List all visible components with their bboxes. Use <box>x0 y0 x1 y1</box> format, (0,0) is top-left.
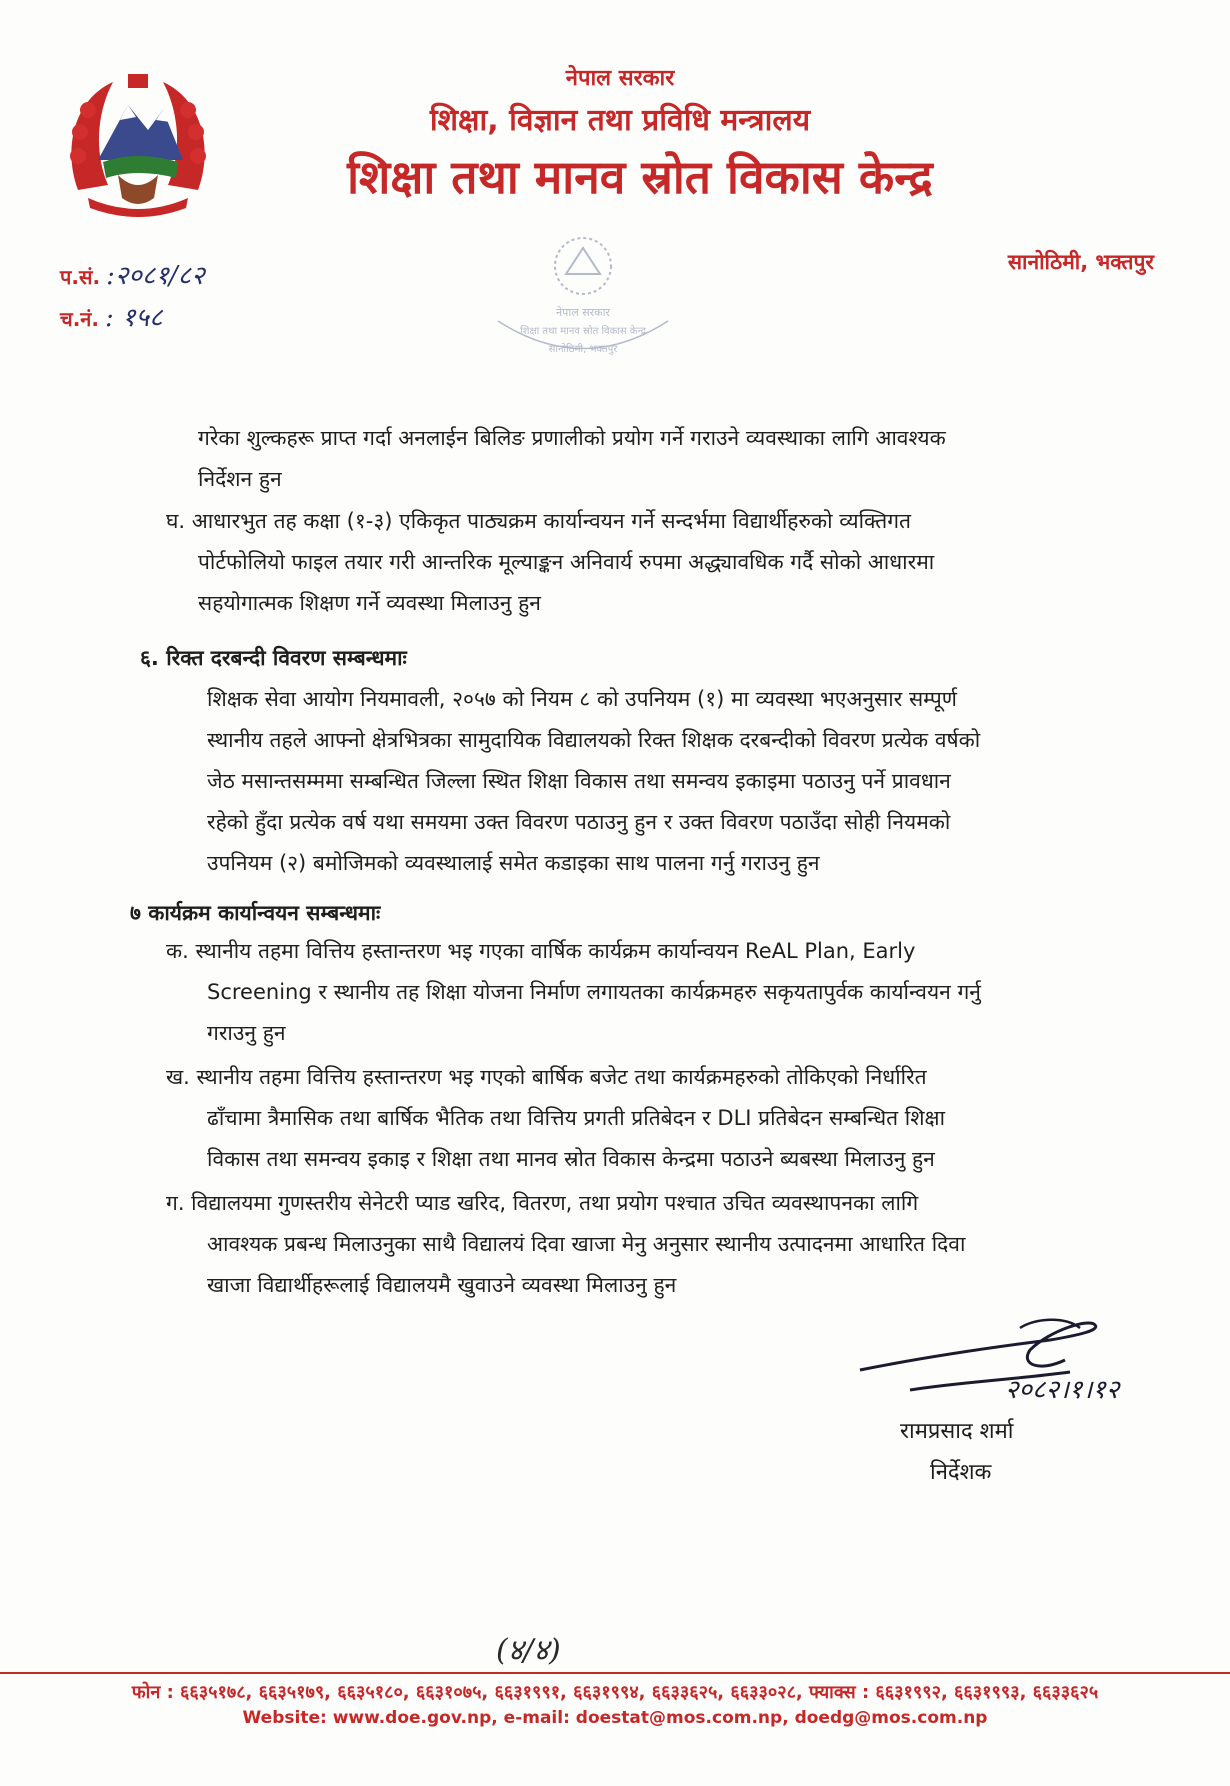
svg-text:शिक्षा तथा मानव स्रोत विकास के: शिक्षा तथा मानव स्रोत विकास केन्द्र <box>520 326 646 337</box>
dispatch-number <box>60 298 163 334</box>
item-ga-line: खाजा विद्यार्थीहरूलाई विद्यालयमै खुवाउने व्यवस्था मिलाउनु हुन <box>207 1273 677 1297</box>
svg-text:नेपाल सरकार: नेपाल सरकार <box>556 306 610 319</box>
item-kha-line: ख. स्थानीय तहमा वित्तिय हस्तान्तरण भइ गएको बार्षिक बजेट तथा कार्यक्रमहरुको तोकिएको निर्धारित <box>166 1065 927 1089</box>
footer-web-email: Website: www.doe.gov.np, e-mail: doestat@mos.com.np, doedg@mos.com.np <box>242 1708 988 1728</box>
office-stamp <box>478 226 688 386</box>
section-6-line: स्थानीय तहले आफ्नो क्षेत्रभित्रका सामुदायिक विद्यालयको रिक्त शिक्षक दरबन्दीको विवरण प्रत्येक वर्षको <box>207 728 981 752</box>
page-number: (४/४) <box>496 1633 561 1668</box>
signatory-name: रामप्रसाद शर्मा <box>900 1419 1014 1444</box>
reference-number <box>60 256 205 292</box>
body-line: गरेका शुल्कहरू प्राप्त गर्दा अनलाईन बिलिङ प्रणालीको प्रयोग गर्ने गराउने व्यवस्थाका लागि आवश्यक <box>198 426 946 450</box>
item-kha-line: ढाँचामा त्रैमासिक तथा बार्षिक भैतिक तथा वित्तिय प्रगती प्रतिबेदन र DLI प्रतिबेदन सम्बन्धित शिक्षा <box>207 1106 946 1130</box>
centre-name: शिक्षा तथा मानव स्रोत विकास केन्द्र <box>347 150 933 204</box>
signature-date: २०८२।१।१२ <box>1005 1375 1120 1405</box>
item-ka-line: क. स्थानीय तहमा वित्तिय हस्तान्तरण भइ गएका वार्षिक कार्यक्रम कार्यान्वयन ReAL Plan, Early <box>166 939 916 963</box>
footer-phone-fax: फोन : ६६३५१७८, ६६३५१७९, ६६३५१८०, ६६३१०७५, ६६३१९९१, ६६३१९९४, ६६३३६२५, ६६३३०२८, फ्याक्स : ६६३१९९२, ६६३१९९३, ६६३३६२५ <box>131 1682 1099 1703</box>
item-ka-line: Screening र स्थानीय तह शिक्षा योजना निर्माण लगायतका कार्यक्रमहरु सकृयतापुर्वक कार्यान्वयन गर्नु <box>207 980 981 1004</box>
item-kha-line: विकास तथा समन्वय इकाइ र शिक्षा तथा मानव स्रोत विकास केन्द्रमा पठाउने ब्यबस्था मिलाउनु हुन <box>207 1147 935 1171</box>
government-emblem-icon <box>58 70 218 220</box>
footer-divider <box>0 1672 1230 1674</box>
item-gha-line: सहयोगात्मक शिक्षण गर्ने व्यवस्था मिलाउनु हुन <box>198 591 541 615</box>
body-line: निर्देशन हुन <box>198 467 282 491</box>
reference-value: :२०८१/८२ <box>106 261 205 291</box>
item-gha-line: घ. आधारभुत तह कक्षा (१-३) एकिकृत पाठ्यक्रम कार्यान्वयन गर्ने सन्दर्भमा विद्यार्थीहरुको व्यक्तिगत <box>166 509 912 533</box>
section-7-heading: ७ कार्यक्रम कार्यान्वयन सम्बन्धमाः <box>130 901 381 925</box>
section-6-heading: ६. रिक्त दरबन्दी विवरण सम्बन्धमाः <box>140 646 407 670</box>
handwritten-signature <box>850 1310 1190 1420</box>
item-gha-line: पोर्टफोलियो फाइल तयार गरी आन्तरिक मूल्याङ्कन अनिवार्य रुपमा अद्ध्यावधिक गर्दै सोको आधारमा <box>198 550 935 574</box>
office-location: सानोठिमी, भक्तपुर <box>1007 250 1154 274</box>
section-6-line: उपनियम (२) बमोजिमको व्यवस्थालाई समेत कडाइका साथ पालना गर्नु गराउनु हुन <box>207 851 820 875</box>
signatory-title: निर्देशक <box>930 1460 992 1485</box>
dispatch-label: च.नं. <box>60 307 99 331</box>
section-6-line: जेठ मसान्तसम्ममा सम्बन्धित जिल्ला स्थित शिक्षा विकास तथा समन्वय इकाइमा पठाउनु पर्ने प्रावधान <box>207 769 951 793</box>
reference-label: प.सं. <box>60 265 101 289</box>
svg-text:सानोठिमी, भक्तपुर: सानोठिमी, भक्तपुर <box>548 344 618 355</box>
government-name: नेपाल सरकार <box>565 66 675 91</box>
ministry-name: शिक्षा, विज्ञान तथा प्रविधि मन्त्रालय <box>429 103 811 138</box>
item-ga-line: आवश्यक प्रबन्ध मिलाउनुका साथै विद्यालयं दिवा खाजा मेनु अनुसार स्थानीय उत्पादनमा आधारित दिवा <box>207 1232 966 1256</box>
item-ka-line: गराउनु हुन <box>207 1021 286 1045</box>
dispatch-value: : १५८ <box>105 303 163 333</box>
item-ga-line: ग. विद्यालयमा गुणस्तरीय सेनेटरी प्याड खरिद, वितरण, तथा प्रयोग पश्चात उचित व्यवस्थापनका लागि <box>166 1191 919 1215</box>
section-6-line: रहेको हुँदा प्रत्येक वर्ष यथा समयमा उक्त विवरण पठाउनु हुन र उक्त विवरण पठाउँदा सोही नियमको <box>207 810 951 834</box>
section-6-line: शिक्षक सेवा आयोग नियमावली, २०५७ को नियम ८ को उपनियम (१) मा व्यवस्था भएअनुसार सम्पूर्ण <box>207 687 957 711</box>
